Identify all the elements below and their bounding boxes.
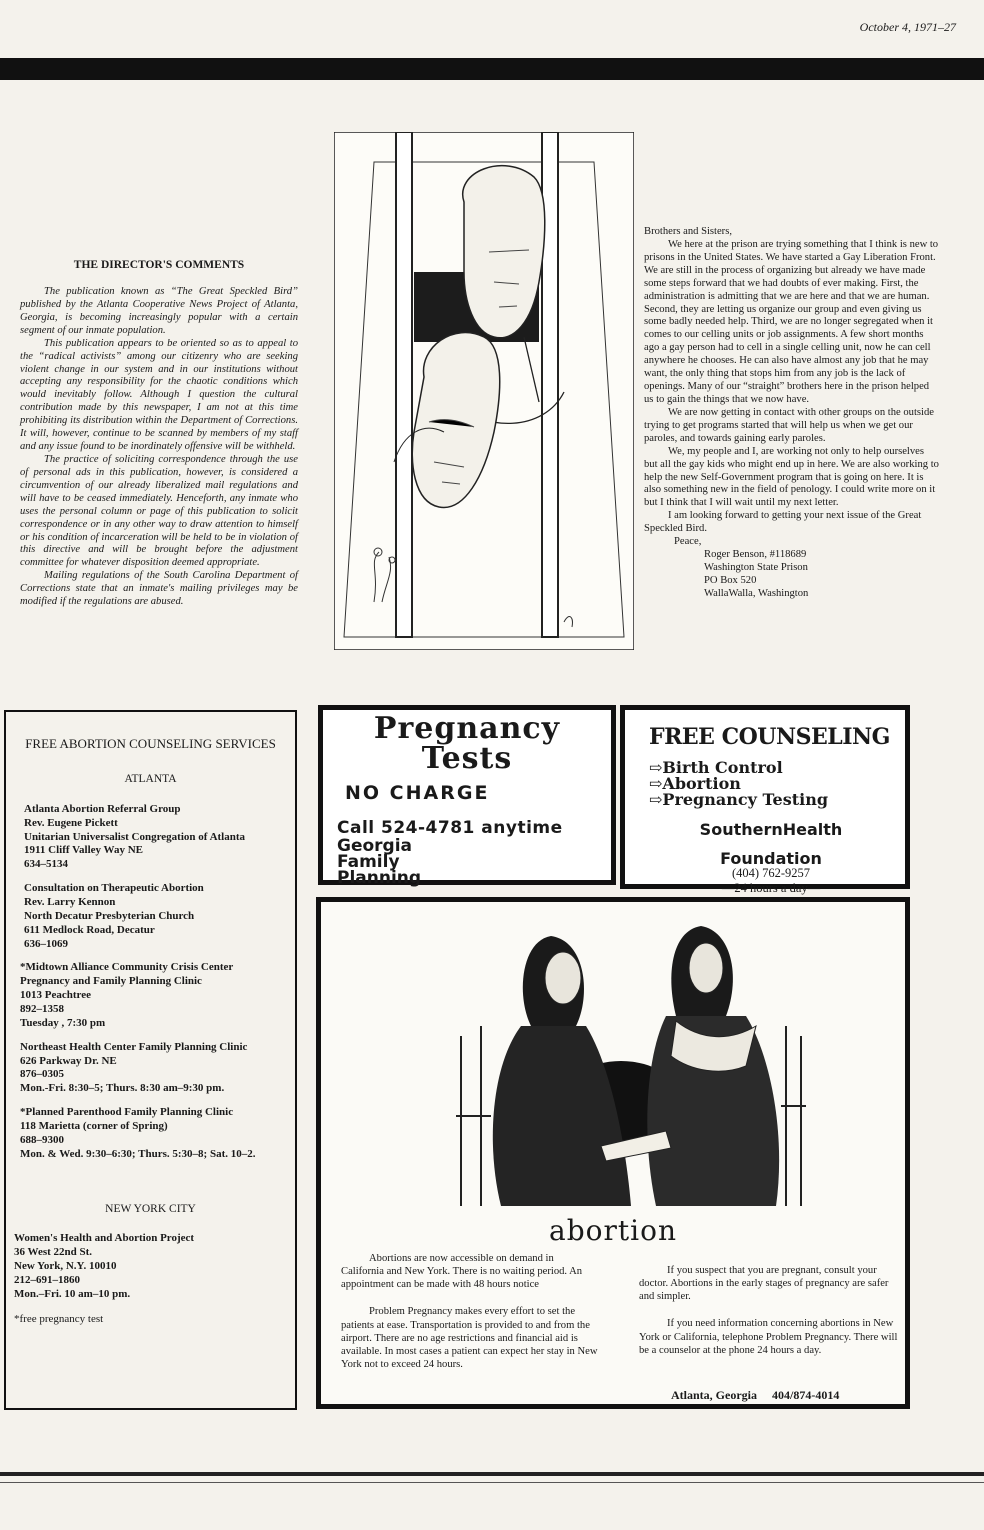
listing-entry: Northeast Health Center Family Planning Clinic 626 Parkway Dr. NE 876–0305 Mon.-Fri. 8:30–5; Thurs. 8:30 am–9:30 pm. — [20, 1040, 248, 1095]
counseling-heading: FREE ABORTION COUNSELING SERVICES — [25, 736, 276, 751]
service-item: ⇨Abortion — [649, 774, 741, 793]
ad-left-column — [341, 1252, 599, 1385]
free-counseling-ad — [620, 705, 910, 896]
listing-entry: *Planned Parenthood Family Planning Clinic 118 Marietta (corner of Spring) 688–9300 Mon. & Wed. 9:30–6:30; Thurs. 5:30–8; Sat. 10–2. — [20, 1106, 256, 1160]
ad-headline: Pregnancy — [373, 711, 561, 746]
letter-paragraph: We here at the prison are trying something that I think is new to prisons in the United States. We have started a Gay Liberation Front. We are still in the process of organizing but already we have made some steps forward that we had doubts of ever making. First, the administration is admitting that we are here and that we are human. Second, they are letting us organize our group and even giving us some badly needed help. Third, we are no longer segregated when it comes to our celling units or job assignments. A few short months ago a gay person had to cell in a single celling unit, now he can cell anywhere he chooses. He can also have almost any job that he may want, the only thing that stops him from any job is the lack of openings. Many of our “straight” brothers here in the prison helped us to gain the things that we now have. — [644, 238, 939, 405]
page-folio: October 4, 1971–27 — [859, 20, 956, 34]
listing-entry: Women's Health and Abortion Project 36 West 22nd St. New York, N.Y. 10010 212–691–1860 Mon.–Fri. 10 am–10 pm. — [14, 1232, 195, 1300]
ad-paragraph: If you need information concerning abortions in New York or California, telephone Problem Pregnancy. There will be a counselor at the phone 24 hours a day. — [639, 1318, 898, 1356]
prisoner-letter — [644, 226, 940, 601]
listing-entry: Consultation on Therapeutic Abortion Rev. Larry Kennon North Decatur Presbyterian Church 611 Medlock Road, Decatur 636–1069 — [24, 882, 204, 950]
director-paragraph: The publication known as “The Great Speckled Bird” published by the Atlanta Cooperative News Project of Atlanta, Georgia, is becoming increasingly popular with a certain segment of our inmate population. — [20, 286, 298, 336]
prison-bars-illustration — [334, 132, 634, 650]
signature-line: WallaWalla, Washington — [704, 587, 809, 599]
foundation-name: SouthernHealth — [699, 820, 843, 839]
signature-line: Washington State Prison — [704, 561, 808, 573]
letter-salutation: Brothers and Sisters, — [644, 226, 732, 237]
directors-comments-column — [20, 258, 298, 609]
letter-paragraph: I am looking forward to getting your next issue of the Great Speckled Bird. — [644, 510, 922, 535]
service-item: ⇨Pregnancy Testing — [649, 790, 829, 809]
director-paragraph: The practice of soliciting correspondence through the use of personal ads in this publication, however, is considered a circumvention of our already liberalized mail regulations and will have to be ceased immediately. Henceforth, any inmate who uses the personal column or page of this publication to solicit correspondence or in any other way to draw attention to himself or his condition of incarceration will be held to be in violation of this directive and will be brought before the adjustment committee for whatever disposition deemed appropriate. — [20, 454, 298, 569]
service-item: ⇨Birth Control — [649, 758, 783, 777]
foundation-name: Foundation — [720, 849, 822, 869]
no-charge-label: NO CHARGE — [345, 782, 490, 804]
abortion-logo: abortion — [549, 1214, 677, 1247]
org-name: Georgia — [337, 836, 413, 856]
pregnancy-tests-ad — [318, 705, 616, 889]
letter-closing: Peace, — [674, 536, 702, 548]
org-name: Family — [337, 852, 400, 873]
phone-number: (404) 762-9257 — [731, 866, 811, 881]
ad-paragraph: Problem Pregnancy makes every effort to set the patients at ease. Transportation is provided to and from the airport. There are no age restrictions and financial aid is available. In most cases a patient can expect her stay in New York not to exceed 24 hours. — [341, 1306, 598, 1370]
signature-line: Roger Benson, #118689 — [704, 549, 807, 561]
signature-line: PO Box 520 — [704, 574, 757, 586]
call-line: Call 524-4781 anytime — [337, 818, 563, 838]
bottom-rule — [0, 1472, 984, 1476]
ad-headline: Tests — [421, 741, 513, 776]
letter-paragraph: We are now getting in contact with other groups on the outside trying to get programs started that will help us when we get our paroles, and towards gaining early paroles. — [644, 406, 934, 444]
city-heading-atlanta: ATLANTA — [124, 773, 177, 786]
listing-entry: *Midtown Alliance Community Crisis Center Pregnancy and Family Planning Clinic 1013 Peachtree 892–1358 Tuesday , 7:30 pm — [20, 961, 234, 1029]
listing-entry: Atlanta Abortion Referral Group Rev. Eugene Pickett Unitarian Universalist Congregation of Atlanta 1911 Cliff Valley Way NE 634–5134 — [24, 802, 246, 871]
hours-label: —24 hours a day— — [721, 881, 821, 896]
abortion-ad — [316, 897, 910, 1409]
ad-headline: FREE COUNSELING — [649, 724, 890, 750]
ad-right-column — [639, 1264, 901, 1371]
top-rule — [0, 58, 984, 80]
two-women-illustration — [401, 916, 841, 1216]
org-name: Planning — [337, 868, 422, 889]
bottom-hairline — [0, 1482, 984, 1483]
counseling-services-box — [4, 710, 297, 1410]
ad-paragraph: If you suspect that you are pregnant, consult your doctor. Abortions in the early stages of pregnancy are safer and simpler. — [639, 1265, 889, 1303]
arrow-icon: ⇨ — [649, 758, 663, 777]
city-heading-new-york: NEW YORK CITY — [105, 1202, 196, 1215]
contact-line: Atlanta, Georgia 404/874-4014 — [671, 1388, 840, 1402]
letter-paragraph: We, my people and I, are working not only to help ourselves but all the gay kids who might end up in here. We are also working to help the new Self-Government program that is going on here. It is also something new in the field of penology. I could write more on it but I think that I will wait until my next letter. — [644, 445, 939, 509]
footnote: *free pregnancy test — [14, 1313, 104, 1326]
arrow-icon: ⇨ — [649, 790, 663, 809]
arrow-icon: ⇨ — [649, 774, 663, 793]
director-paragraph: This publication appears to be oriented so as to appeal to the “radical activists” among our citizenry who are seeking violent change in our system and in our institutions without accepting any responsibility for the chaotic conditions which would inevitably follow. Although I question the cultural contribution made by this newspaper, I am not at this time prohibiting its distribution within the Department of Corrections. It will, however, continue to be scanned by members of my staff and any issue found to be inordinately offensive will be withheld. — [20, 337, 298, 453]
director-paragraph: Mailing regulations of the South Carolina Department of Corrections state that an inmate's mailing privileges may be modified if the regulations are abused. — [20, 570, 298, 608]
directors-comments-title: THE DIRECTOR'S COMMENTS — [73, 259, 245, 271]
ad-paragraph: Abortions are now accessible on demand in California and New York. There is no waiting period. An appointment can be made with 48 hours notice — [341, 1253, 583, 1291]
